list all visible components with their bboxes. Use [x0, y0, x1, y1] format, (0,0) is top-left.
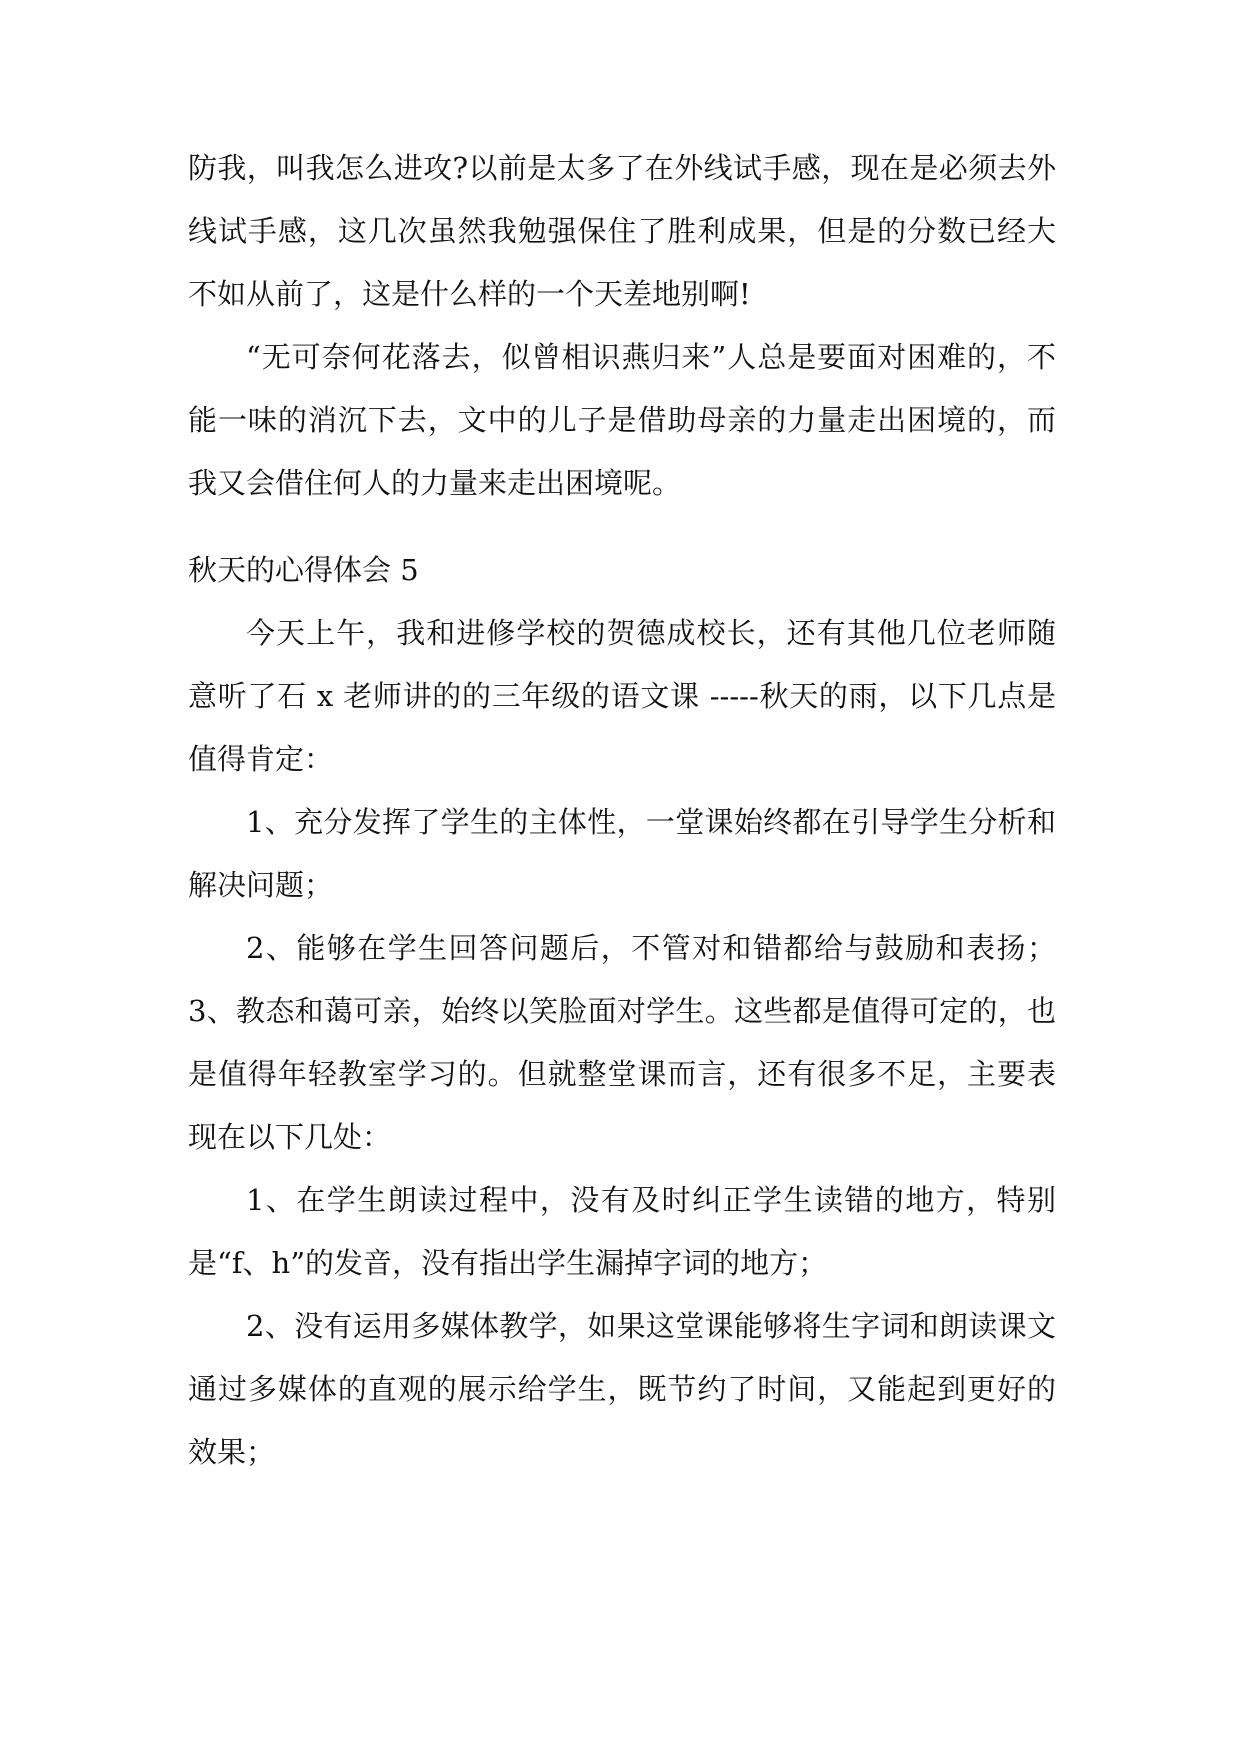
paragraph: 防我，叫我怎么进攻?以前是太多了在外线试手感，现在是必须去外线试手感，这几次虽然我勉强保住了胜利成果，但是的分数已经大不如从前了，这是什么样的一个天差地别啊!: [188, 151, 1056, 311]
text-block-section: [188, 539, 1056, 1484]
paragraph: 今天上午，我和进修学校的贺德成校长，还有其他几位老师随意听了石 x 老师讲的的三年级的语文课 -----秋天的雨，以下几点是值得肯定：: [188, 616, 1056, 776]
paragraph: 2、能够在学生回答问题后，不管对和错都给与鼓励和表扬；3、教态和蔼可亲，始终以笑脸面对学生。这些都是值得可定的，也是值得年轻教室学习的。但就整堂课而言，还有很多不足，主要表现在以下几处：: [188, 931, 1056, 1154]
paragraph: 2、没有运用多媒体教学，如果这堂课能够将生字词和朗读课文通过多媒体的直观的展示给学生，既节约了时间，又能起到更好的效果；: [188, 1309, 1056, 1469]
paragraph: 1、充分发挥了学生的主体性，一堂课始终都在引导学生分析和解决问题；: [188, 805, 1056, 902]
text-block-top: [188, 137, 1056, 515]
section-heading: 秋天的心得体会 5: [188, 553, 419, 587]
paragraph: “无可奈何花落去，似曾相识燕归来”人总是要面对困难的，不能一味的消沉下去，文中的儿子是借助母亲的力量走出困境的，而我又会借住何人的力量来走出困境呢。: [188, 340, 1056, 500]
paragraph: 1、在学生朗读过程中，没有及时纠正学生读错的地方，特别是“f、h”的发音，没有指出学生漏掉字词的地方；: [188, 1183, 1056, 1280]
